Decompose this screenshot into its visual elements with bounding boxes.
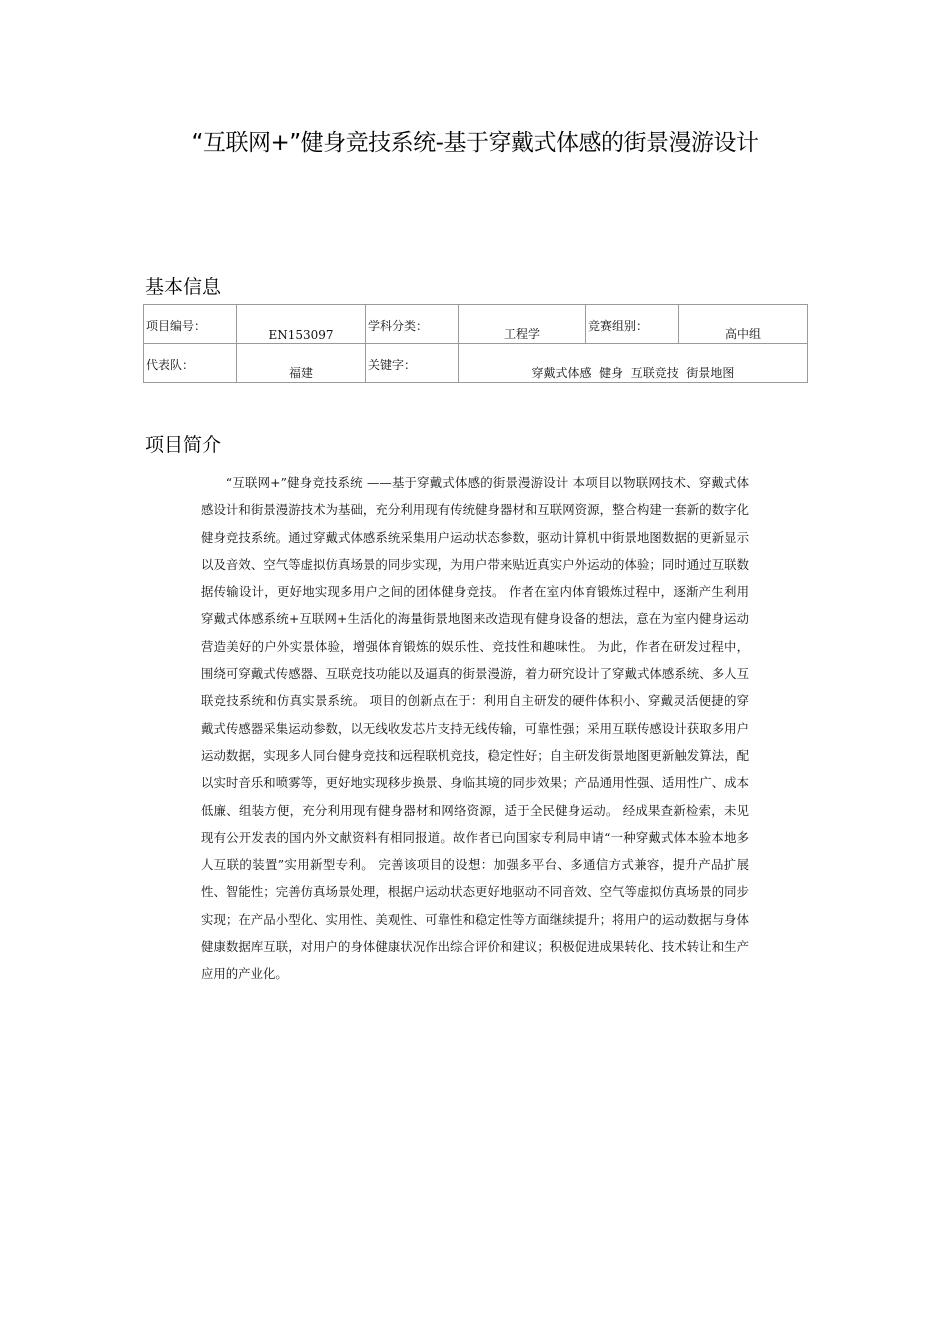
project-number-label: 项目编号：: [146, 319, 207, 333]
keywords-value-cell: [459, 344, 808, 383]
team-value: 福建: [288, 366, 313, 380]
keywords-value: 穿戴式体感 健身 互联竞技 街景地图: [531, 366, 735, 380]
discipline-value-cell: [459, 305, 586, 344]
basic-info-table: [143, 304, 808, 383]
keywords-label: 关键字：: [368, 358, 417, 372]
table-row: [144, 344, 808, 383]
page-title: “互联网+”健身竞技系统-基于穿戴式体感的街景漫游设计: [191, 130, 759, 156]
competition-group-value: 高中组: [724, 327, 761, 341]
team-value-cell: [237, 344, 366, 383]
project-number-value: EN153097: [268, 328, 334, 342]
competition-group-label: 竞赛组别：: [588, 319, 649, 333]
discipline-label: 学科分类：: [368, 319, 429, 333]
team-label-cell: [144, 344, 237, 383]
competition-group-value-cell: [679, 305, 808, 344]
discipline-label-cell: [366, 305, 459, 344]
table-row: [144, 305, 808, 344]
project-number-label-cell: [144, 305, 237, 344]
project-number-value-cell: [237, 305, 366, 344]
basic-info-heading: 基本信息: [145, 276, 222, 298]
team-label: 代表队：: [146, 358, 195, 372]
keywords-label-cell: [366, 344, 459, 383]
intro-heading: 项目简介: [145, 434, 222, 456]
discipline-value: 工程学: [503, 327, 540, 341]
competition-group-label-cell: [586, 305, 679, 344]
intro-paragraph: “互联网+”健身竞技系统 ——基于穿戴式体感的街景漫游设计 本项目以物联网技术、穿戴式体感设计和街景漫游技术为基础，充分利用现有传统健身器材和互联网资源，整合构建一套新的数字化健身竞技系统。通过穿戴式体感系统采集用户运动状态参数，驱动计算机中街景地图数据的更新显示以及音效、空气等虚拟仿真场景的同步实现，为用户带来贴近真实户外运动的体验；同时通过互联数据传输设计，更好地实现多用户之间的团体健身竞技。 作者在室内体育锻炼过程中，逐渐产生利用穿戴式体感系统+互联网+生活化的海量街景地图来改造现有健身设备的想法，意在为室内健身运动营造美好的户外实景体验，增强体育锻炼的娱乐性、竞技性和趣味性。 为此，作者在研发过程中，围绕可穿戴式传感器、互联竞技功能以及逼真的街景漫游，着力研究设计了穿戴式体感系统、多人互联竞技系统和仿真实景系统。 项目的创新点在于：利用自主研发的硬件体积小、穿戴灵活便捷的穿戴式传感器采集运动参数，以无线收发芯片支持无线传输，可靠性强；采用互联传感设计获取多用户运动数据，实现多人同台健身竞技和远程联机竞技，稳定性好；自主研发街景地图更新触发算法，配以实时音乐和喷雾等，更好地实现移步换景、身临其境的同步效果；产品通用性强、适用性广、成本低廉、组装方便，充分利用现有健身器材和网络资源，适于全民健身运动。 经成果查新检索，未见现有公开发表的国内外文献资料有相同报道。故作者已向国家专利局申请“一种穿戴式体本验本地多人互联的装置”实用新型专利。 完善该项目的设想：加强多平台、多通信方式兼容，提升产品扩展性、智能性；完善仿真场景处理，根据户运动状态更好地驱动不同音效、空气等虚拟仿真场景的同步实现；在产品小型化、实用性、美观性、可靠性和稳定性等方面继续提升；将用户的运动数据与身体健康数据库互联，对用户的身体健康状况作出综合评价和建议；积极促进成果转化、技术转让和生产应用的产业化。: [201, 475, 749, 982]
